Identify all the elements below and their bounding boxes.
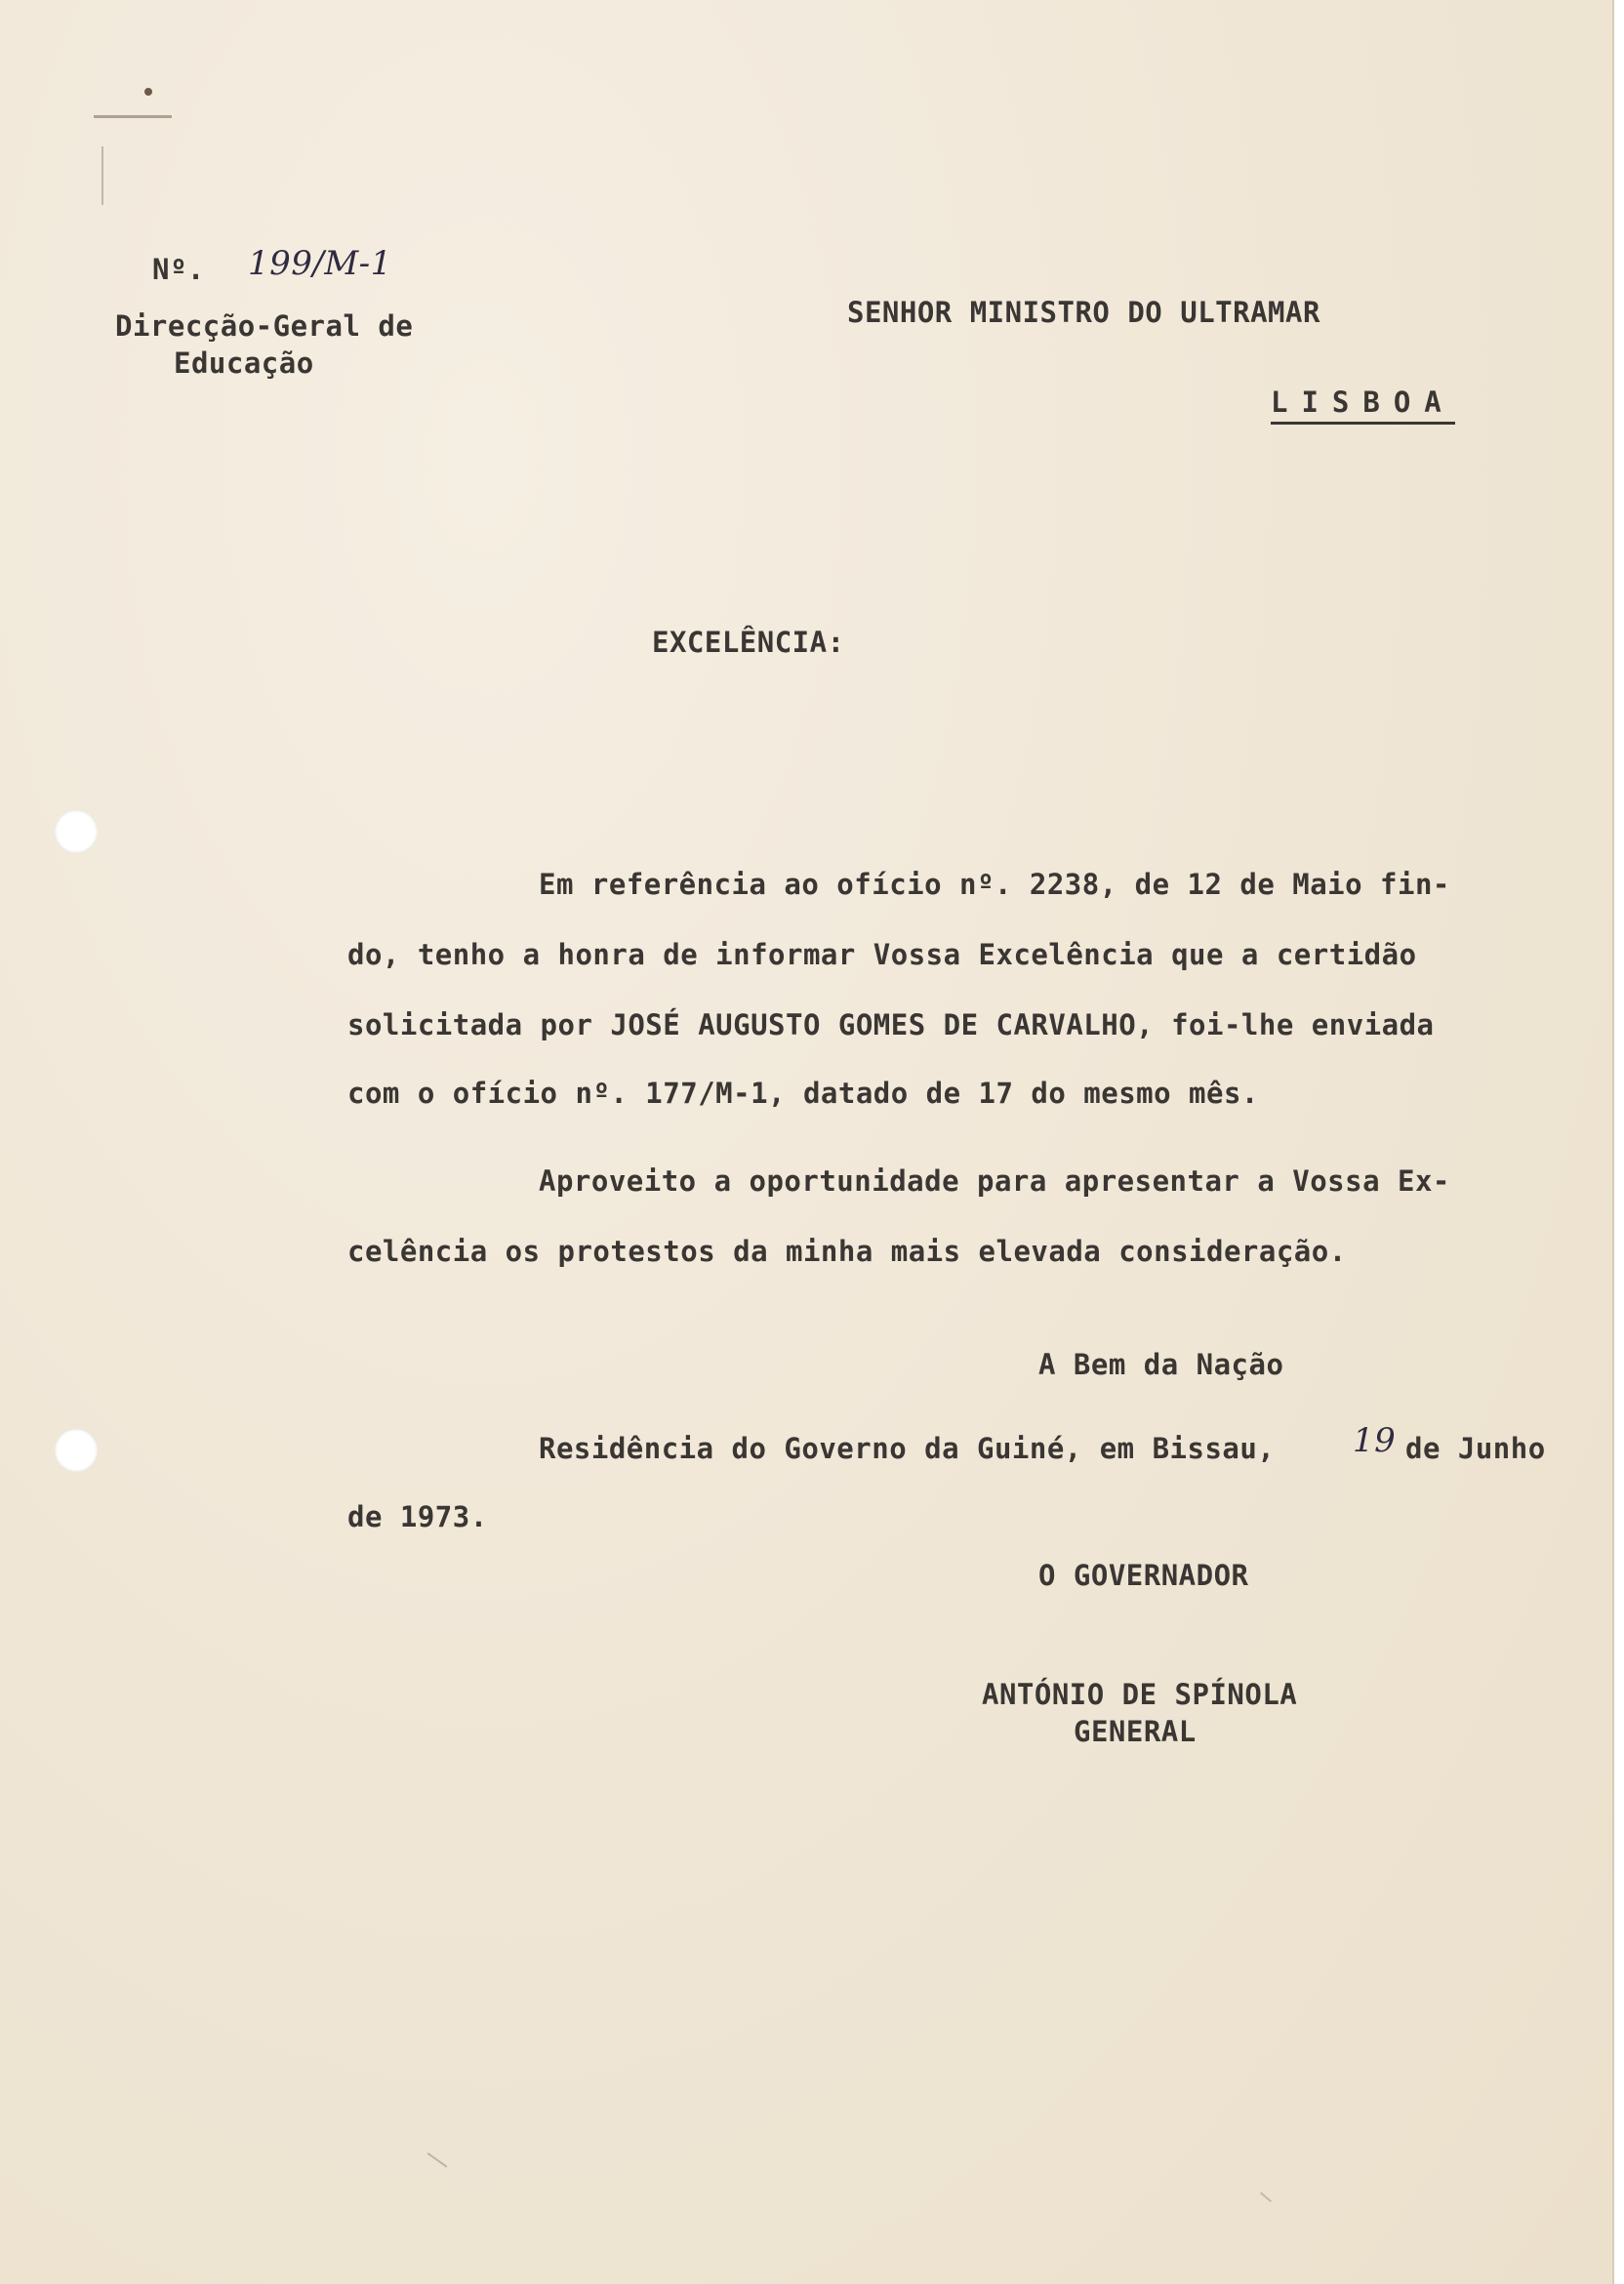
paper-mark bbox=[1260, 2192, 1272, 2203]
body-line: Aproveito a oportunidade para apresentar a Vossa Ex- bbox=[539, 1164, 1450, 1198]
signature-role: O GOVERNADOR bbox=[1038, 1559, 1249, 1592]
staple-mark bbox=[144, 88, 152, 96]
punch-hole-bottom bbox=[55, 1429, 98, 1472]
addressee-city: LISBOA bbox=[1271, 385, 1455, 425]
paper-mark bbox=[427, 2152, 448, 2167]
body-line: do, tenho a honra de informar Vossa Excelência que a certidão bbox=[347, 938, 1417, 971]
place-date-prefix: Residência do Governo da Guiné, em Bissau, bbox=[539, 1432, 1276, 1465]
place-date-suffix: de Junho bbox=[1405, 1432, 1546, 1465]
body-line: solicitada por JOSÉ AUGUSTO GOMES DE CARVALHO, foi-lhe enviada bbox=[347, 1008, 1435, 1041]
signature-rank: GENERAL bbox=[1074, 1715, 1197, 1748]
department-line2: Educação bbox=[174, 347, 314, 380]
staple-line bbox=[94, 115, 172, 118]
pencil-mark bbox=[102, 146, 103, 205]
year-line: de 1973. bbox=[347, 1500, 488, 1533]
reference-number-value: 199/M-1 bbox=[248, 244, 392, 283]
reference-number-label: Nº. bbox=[152, 253, 205, 286]
body-line: Em referência ao ofício nº. 2238, de 12 de Maio fin- bbox=[539, 868, 1450, 901]
department-line1: Direcção-Geral de bbox=[115, 309, 414, 343]
body-line: celência os protestos da minha mais elevada consideração. bbox=[347, 1235, 1347, 1268]
punch-hole-top bbox=[55, 810, 98, 853]
handwritten-day: 19 bbox=[1353, 1421, 1397, 1460]
signature-name: ANTÓNIO DE SPÍNOLA bbox=[982, 1678, 1298, 1711]
addressee-title: SENHOR MINISTRO DO ULTRAMAR bbox=[847, 296, 1320, 329]
closing-motto: A Bem da Nação bbox=[1038, 1348, 1284, 1381]
salutation: EXCELÊNCIA: bbox=[652, 626, 845, 659]
body-line: com o ofício nº. 177/M-1, datado de 17 do mesmo mês. bbox=[347, 1077, 1259, 1110]
